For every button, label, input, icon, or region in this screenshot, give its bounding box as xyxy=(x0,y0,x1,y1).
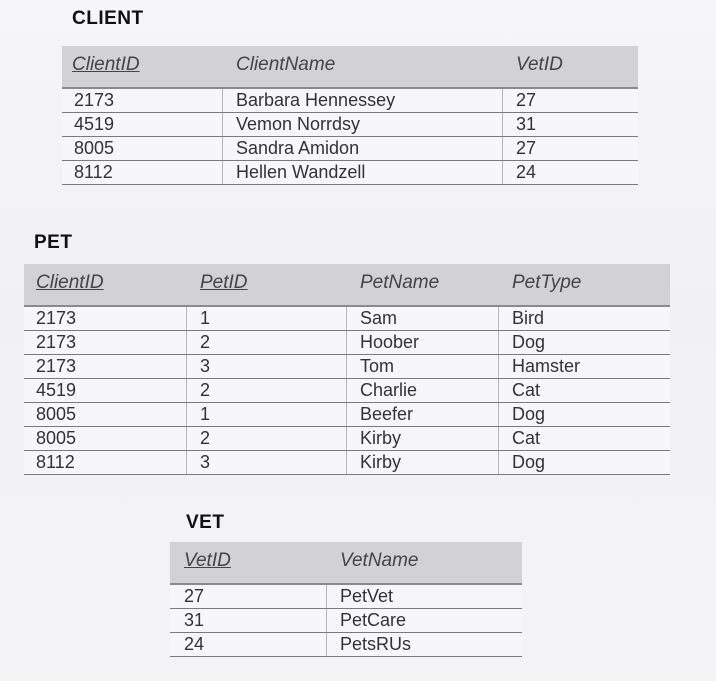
pet-table-header xyxy=(24,264,670,307)
column-divider xyxy=(498,403,499,426)
cell-clientid: 2173 xyxy=(36,332,77,352)
cell-petid: 3 xyxy=(200,452,211,472)
table-row xyxy=(170,609,522,633)
cell-vetid: 24 xyxy=(184,634,205,654)
pet-table xyxy=(24,264,670,475)
column-divider xyxy=(186,379,187,402)
cell-pettype: Dog xyxy=(512,332,546,352)
column-header-vetname: VetName xyxy=(340,550,419,571)
column-header-pettype: PetType xyxy=(512,272,582,293)
cell-pettype: Dog xyxy=(512,404,546,424)
column-divider xyxy=(346,451,347,474)
column-divider xyxy=(502,89,503,112)
table-row xyxy=(170,585,522,609)
column-divider xyxy=(186,451,187,474)
client-table-header xyxy=(62,46,638,89)
column-divider xyxy=(346,307,347,330)
column-divider xyxy=(498,307,499,330)
cell-petname: Tom xyxy=(360,356,395,376)
cell-clientname: Vemon Norrdsy xyxy=(236,114,361,134)
cell-pettype: Cat xyxy=(512,380,541,400)
column-divider xyxy=(346,331,347,354)
cell-petname: Beefer xyxy=(360,404,414,424)
cell-clientname: Barbara Hennessey xyxy=(236,90,396,110)
column-header-clientid: ClientID xyxy=(36,272,104,293)
column-divider xyxy=(222,89,223,112)
cell-clientid: 8005 xyxy=(36,404,77,424)
column-header-clientname: ClientName xyxy=(236,54,336,75)
cell-clientid: 4519 xyxy=(74,114,115,134)
cell-vetname: PetCare xyxy=(340,610,407,630)
cell-petname: Charlie xyxy=(360,380,418,400)
column-divider xyxy=(346,427,347,450)
column-divider xyxy=(222,137,223,160)
cell-pettype: Hamster xyxy=(512,356,581,376)
cell-clientid: 8112 xyxy=(74,162,113,182)
cell-clientid: 4519 xyxy=(36,380,77,400)
column-divider xyxy=(222,113,223,136)
column-header-clientid: ClientID xyxy=(72,54,140,75)
cell-vetid: 31 xyxy=(184,610,205,630)
column-divider xyxy=(498,355,499,378)
cell-clientname: Hellen Wandzell xyxy=(236,162,366,182)
cell-petname: Kirby xyxy=(360,452,402,472)
cell-petid: 1 xyxy=(200,308,211,328)
column-header-vetid: VetID xyxy=(516,54,563,75)
column-divider xyxy=(498,427,499,450)
column-divider xyxy=(498,379,499,402)
cell-clientid: 2173 xyxy=(36,308,77,328)
column-divider xyxy=(186,307,187,330)
client-table-title: CLIENT xyxy=(72,8,144,29)
cell-petid: 2 xyxy=(200,428,211,448)
cell-clientid: 8112 xyxy=(36,452,75,472)
column-divider xyxy=(186,331,187,354)
cell-clientid: 8005 xyxy=(36,428,77,448)
cell-pettype: Bird xyxy=(512,308,545,328)
table-row xyxy=(24,427,670,451)
column-divider xyxy=(326,609,327,632)
table-row xyxy=(24,355,670,379)
column-divider xyxy=(222,161,223,184)
column-divider xyxy=(502,137,503,160)
cell-petname: Hoober xyxy=(360,332,420,352)
cell-petname: Sam xyxy=(360,308,398,328)
cell-vetname: PetsRUs xyxy=(340,634,412,654)
column-divider xyxy=(326,633,327,656)
column-divider xyxy=(498,451,499,474)
column-divider xyxy=(346,403,347,426)
cell-vetid: 27 xyxy=(184,586,205,606)
cell-vetid: 27 xyxy=(516,90,537,110)
table-row xyxy=(62,161,638,185)
cell-petid: 2 xyxy=(200,380,211,400)
column-divider xyxy=(498,331,499,354)
cell-vetid: 27 xyxy=(516,138,537,158)
table-row xyxy=(24,307,670,331)
cell-petid: 2 xyxy=(200,332,211,352)
cell-clientid: 8005 xyxy=(74,138,115,158)
cell-vetid: 24 xyxy=(516,162,537,182)
client-table xyxy=(62,46,638,185)
table-row xyxy=(24,403,670,427)
table-row xyxy=(62,89,638,113)
table-row xyxy=(62,137,638,161)
column-divider xyxy=(346,379,347,402)
cell-clientid: 2173 xyxy=(36,356,77,376)
column-header-vetid: VetID xyxy=(184,550,231,571)
column-header-petid: PetID xyxy=(200,272,248,293)
table-row xyxy=(62,113,638,137)
column-divider xyxy=(326,585,327,608)
column-divider xyxy=(502,161,503,184)
column-divider xyxy=(502,113,503,136)
cell-vetname: PetVet xyxy=(340,586,394,606)
column-divider xyxy=(186,355,187,378)
table-row xyxy=(24,331,670,355)
column-divider xyxy=(186,427,187,450)
cell-clientname: Sandra Amidon xyxy=(236,138,360,158)
vet-table-header xyxy=(170,542,522,585)
table-row xyxy=(24,379,670,403)
column-header-petname: PetName xyxy=(360,272,440,293)
cell-pettype: Dog xyxy=(512,452,546,472)
pet-table-title: PET xyxy=(34,232,73,253)
cell-vetid: 31 xyxy=(516,114,537,134)
column-divider xyxy=(186,403,187,426)
table-row xyxy=(170,633,522,657)
cell-clientid: 2173 xyxy=(74,90,115,110)
vet-table-title: VET xyxy=(186,512,225,533)
cell-petname: Kirby xyxy=(360,428,402,448)
cell-petid: 1 xyxy=(200,404,211,424)
column-divider xyxy=(346,355,347,378)
table-row xyxy=(24,451,670,475)
vet-table xyxy=(170,542,522,657)
cell-petid: 3 xyxy=(200,356,211,376)
cell-pettype: Cat xyxy=(512,428,541,448)
